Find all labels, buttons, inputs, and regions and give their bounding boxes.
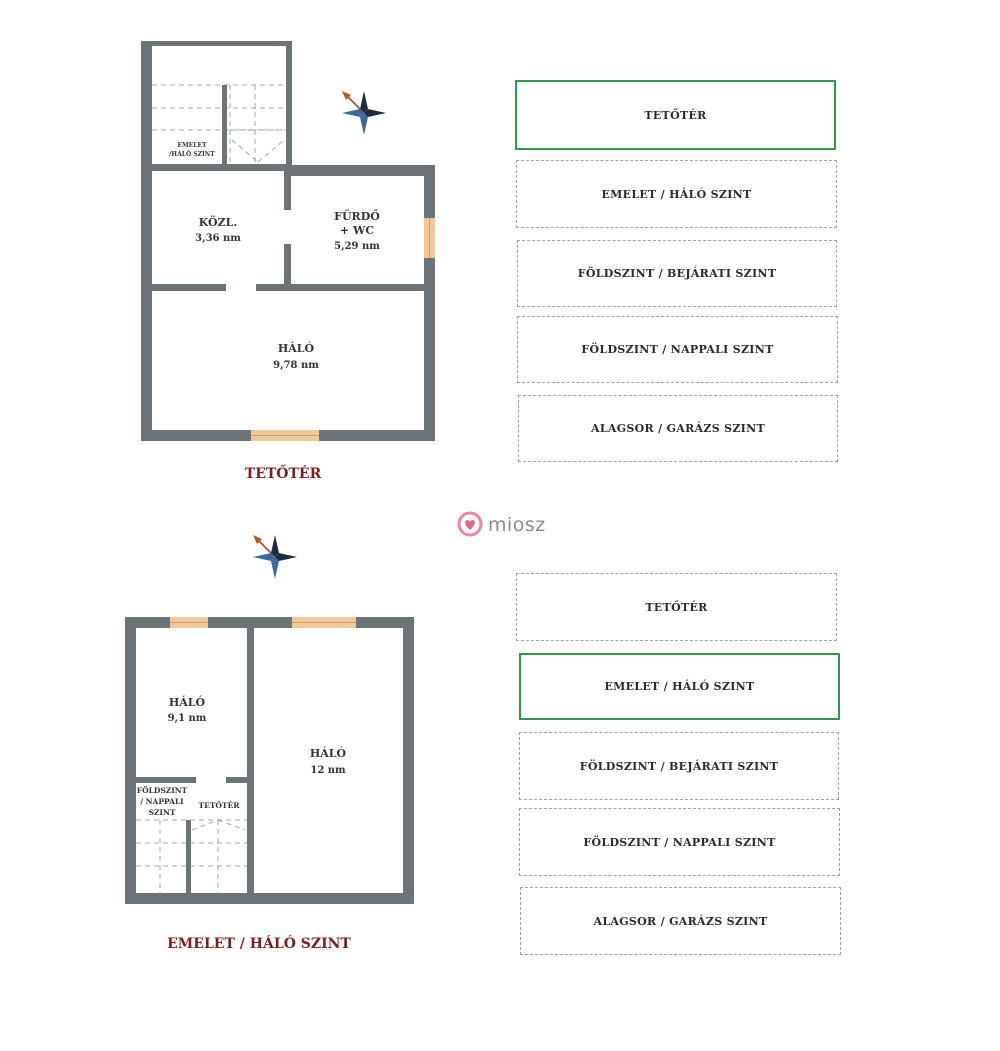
- room-name: HÁLÓ: [309, 747, 347, 760]
- openings: [226, 210, 435, 441]
- stair-label: / NAPPALI: [140, 797, 184, 806]
- level-button-tetoter[interactable]: TETŐTÉR: [516, 573, 837, 641]
- staircase: [136, 820, 247, 893]
- level-button-alagsor[interactable]: ALAGSOR / GARÁZS SZINT: [518, 395, 838, 462]
- stair-label: SZINT: [148, 808, 176, 817]
- level-button-emelet[interactable]: EMELET / HÁLÓ SZINT: [516, 160, 837, 228]
- compass-icon: [342, 91, 386, 135]
- stair-label: FÖLDSZINT: [136, 786, 188, 795]
- room-area: 12 nm: [310, 765, 346, 776]
- plan-tetoter: [141, 41, 435, 482]
- room-name: HÁLÓ: [277, 342, 315, 355]
- watermark-text: miosz: [488, 514, 546, 536]
- level-button-emelet[interactable]: EMELET / HÁLÓ SZINT: [519, 653, 840, 720]
- stair-wall: [222, 85, 227, 164]
- room-name: FÜRDŐ: [334, 210, 380, 223]
- room-name: KÖZL.: [198, 216, 238, 229]
- compass-icon: [253, 535, 297, 579]
- watermark-logo: [455, 510, 546, 540]
- room-area: 9,1 nm: [167, 713, 207, 724]
- level-button-foldszint-nappali[interactable]: FÖLDSZINT / NAPPALI SZINT: [517, 316, 838, 383]
- stair-label: EMELET: [177, 142, 207, 149]
- door-opening: [226, 284, 256, 291]
- room-area: 5,29 nm: [334, 241, 380, 252]
- door-opening: [196, 777, 226, 783]
- level-button-foldszint-bejarati[interactable]: FÖLDSZINT / BEJÁRATI SZINT: [517, 240, 837, 307]
- room-name: + WC: [339, 224, 375, 237]
- heart-pin-icon: [455, 510, 485, 540]
- level-button-tetoter[interactable]: TETŐTÉR: [515, 80, 836, 150]
- level-button-foldszint-bejarati[interactable]: FÖLDSZINT / BEJÁRATI SZINT: [519, 732, 839, 800]
- room-area: 9,78 nm: [273, 360, 319, 371]
- plan-title: TETŐTÉR: [244, 466, 322, 482]
- plan-emelet: [125, 535, 414, 952]
- walls: [125, 617, 414, 904]
- stair-label: /HÁLÓ SZINT: [169, 151, 215, 158]
- level-button-foldszint-nappali[interactable]: FÖLDSZINT / NAPPALI SZINT: [519, 808, 840, 876]
- level-button-alagsor[interactable]: ALAGSOR / GARÁZS SZINT: [520, 887, 841, 955]
- room-name: HÁLÓ: [168, 696, 206, 709]
- plan-title: EMELET / HÁLÓ SZINT: [167, 936, 351, 952]
- stair-label: TETŐTÉR: [198, 801, 240, 810]
- door-opening: [284, 210, 291, 244]
- room-area: 3,36 nm: [195, 233, 241, 244]
